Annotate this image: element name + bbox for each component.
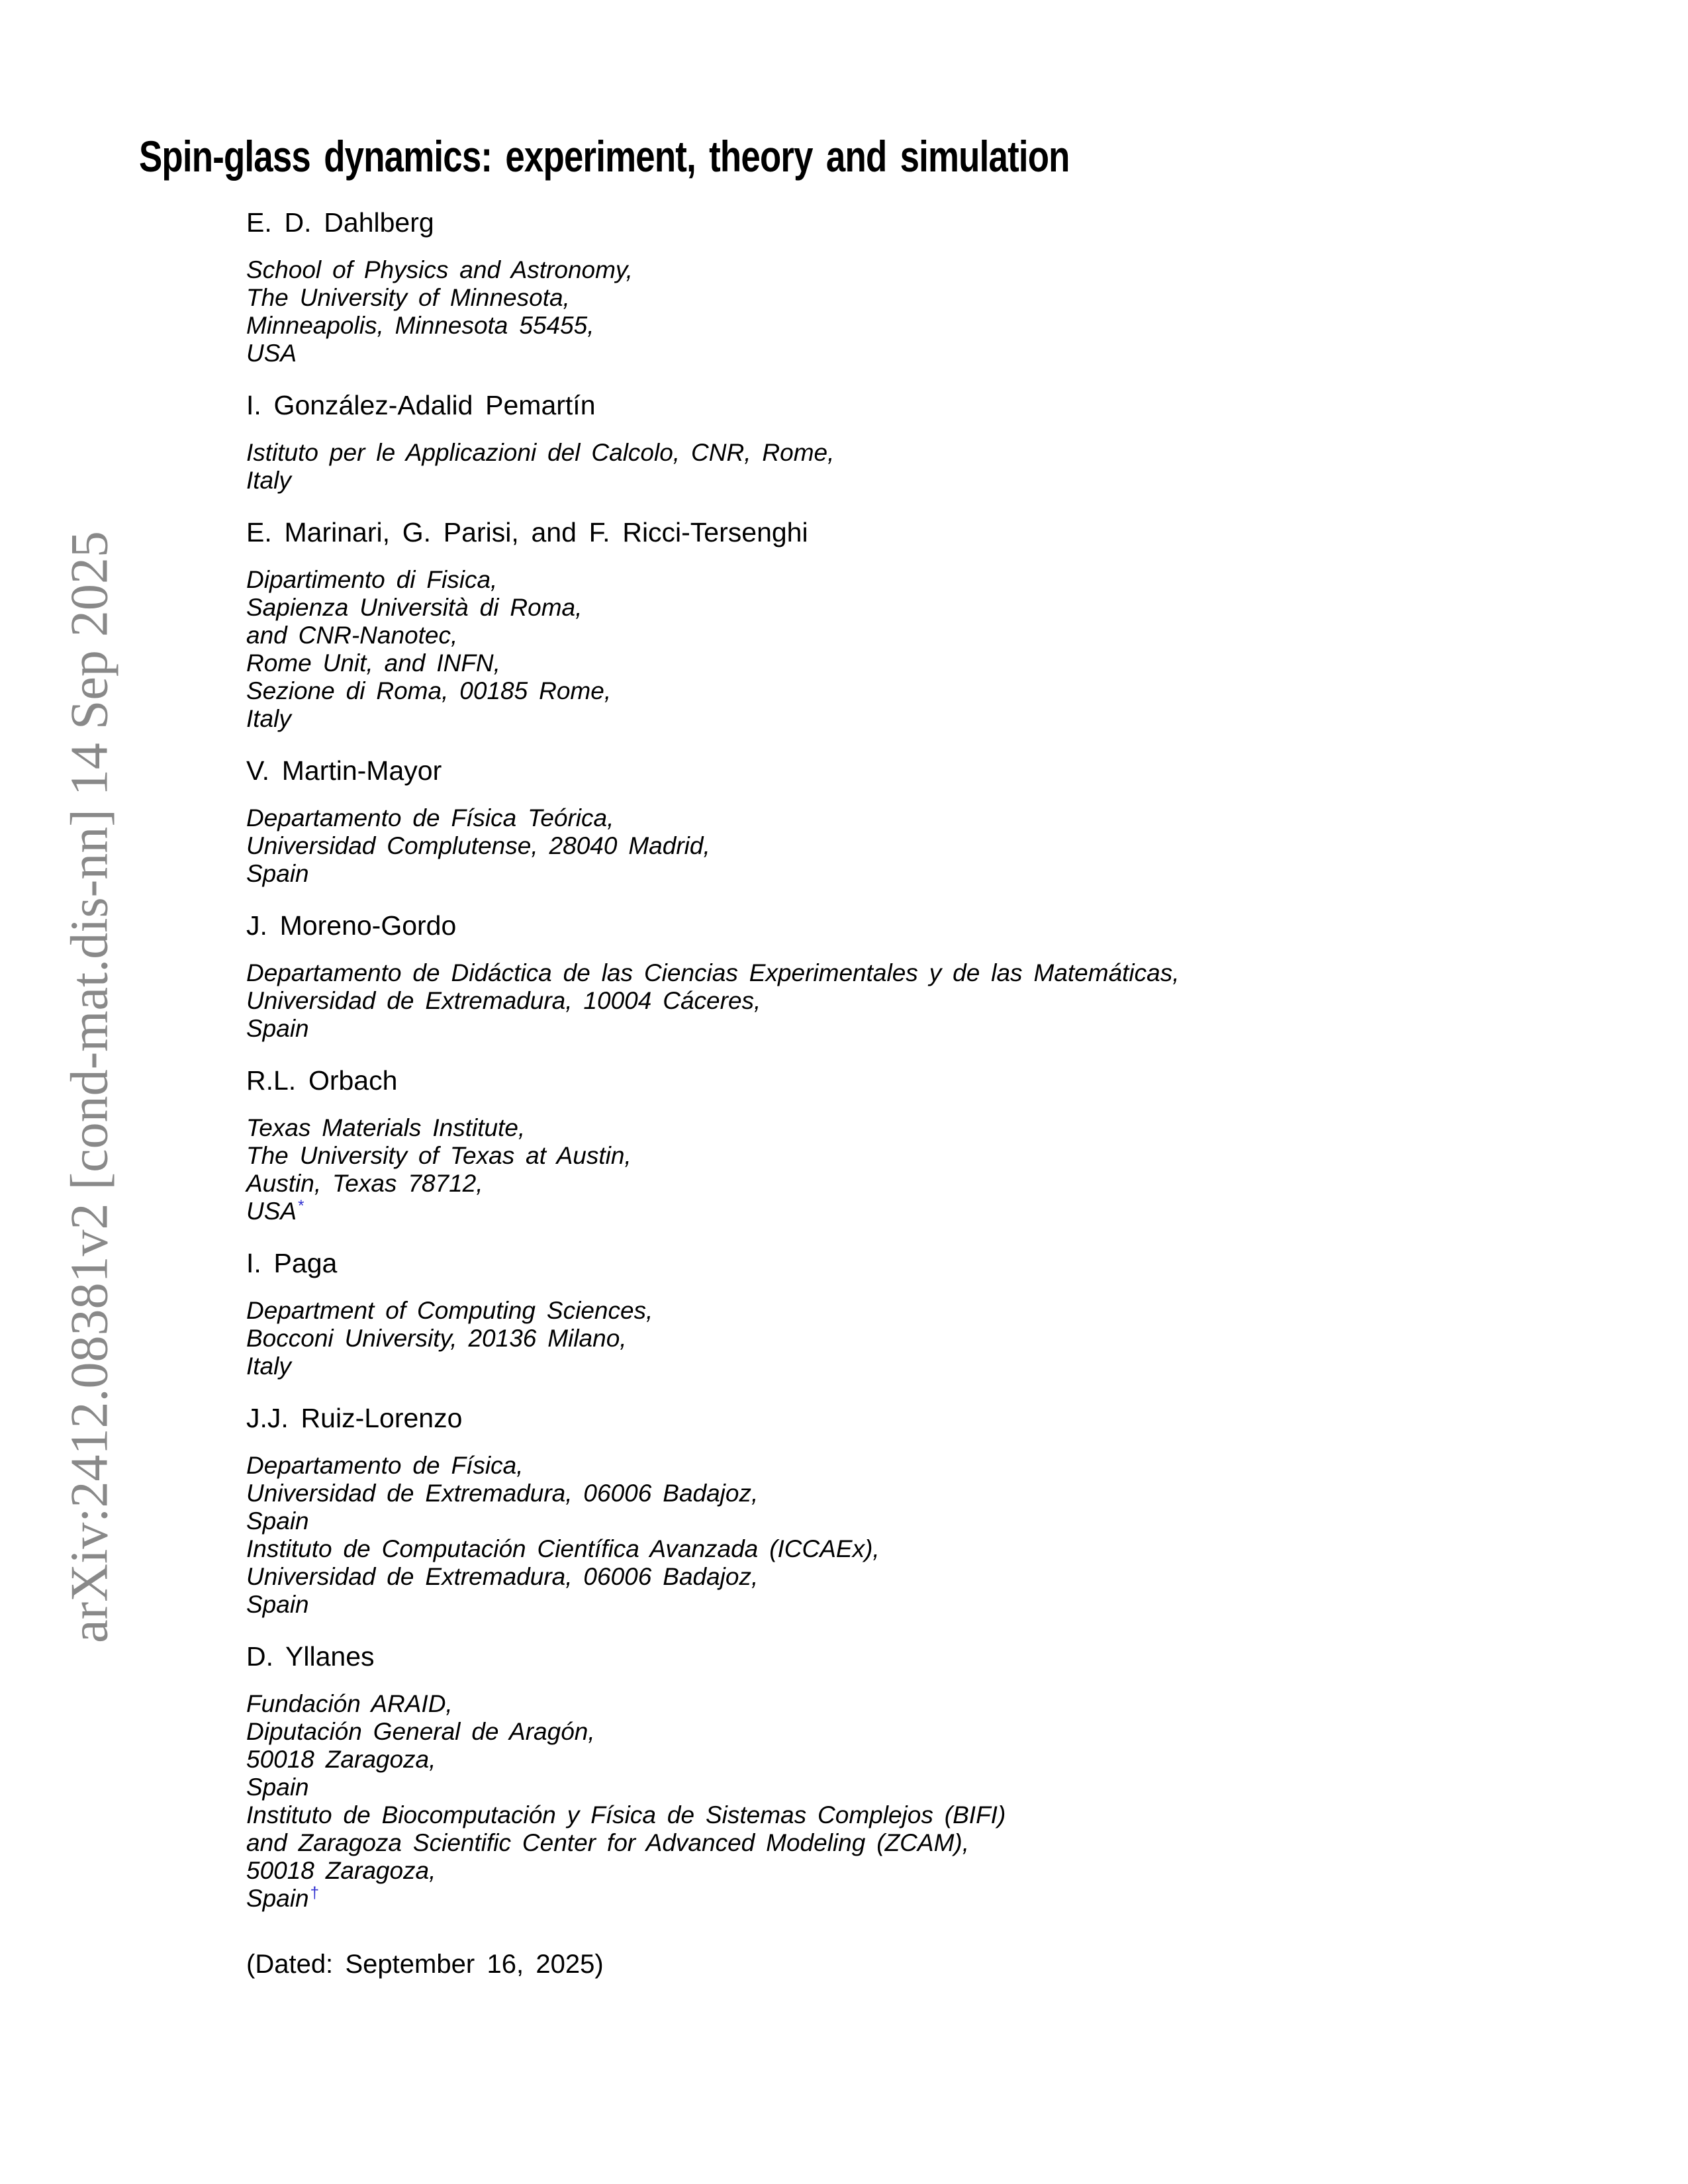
author-block: [246, 391, 1405, 495]
address-line: The University of Minnesota,: [246, 284, 570, 311]
author-affiliation: [246, 1114, 1405, 1225]
author-block: [246, 1404, 1405, 1619]
footnote-asterisk-link[interactable]: *: [298, 1196, 305, 1215]
address-line: Rome Unit, and INFN,: [246, 649, 500, 677]
address-line: [246, 1198, 1405, 1225]
address-line: Universidad Complutense, 28040 Madrid,: [246, 832, 710, 859]
address-line: 50018 Zaragoza,: [246, 1857, 436, 1884]
author-affiliation: [246, 804, 1405, 888]
author-block: [246, 757, 1405, 888]
address-line: Sezione di Roma, 00185 Rome,: [246, 677, 612, 704]
address-line: Diputación General de Aragón,: [246, 1718, 595, 1745]
author-name: R.L. Orbach: [246, 1065, 398, 1096]
author-block: [246, 1642, 1405, 1913]
address-line: Spain: [246, 1507, 309, 1535]
address-line: Sapienza Università di Roma,: [246, 594, 583, 621]
address-line: Spain: [246, 1774, 309, 1801]
dated-line: (Dated: September 16, 2025): [246, 1950, 604, 1979]
address-line-text: Spain: [246, 1885, 309, 1912]
author-affiliation: [246, 256, 1405, 367]
address-line-text: USA: [246, 1198, 297, 1225]
address-line: 50018 Zaragoza,: [246, 1746, 436, 1773]
address-line: Dipartimento di Fisica,: [246, 566, 498, 593]
paper-title: Spin-glass dynamics: experiment, theory and simulation: [139, 132, 1070, 181]
address-line: School of Physics and Astronomy,: [246, 256, 633, 283]
author-name: I. González-Adalid Pemartín: [246, 390, 596, 420]
address-line: Texas Materials Institute,: [246, 1114, 526, 1141]
address-line: Universidad de Extremadura, 06006 Badajoz,: [246, 1480, 759, 1507]
address-line: Bocconi University, 20136 Milano,: [246, 1325, 627, 1352]
author-name: I. Paga: [246, 1248, 338, 1278]
author-block: [246, 912, 1405, 1043]
address-line: and CNR-Nanotec,: [246, 622, 458, 649]
author-affiliation: [246, 1297, 1405, 1380]
author-name: J.J. Ruiz-Lorenzo: [246, 1403, 463, 1433]
author-block: [246, 1249, 1405, 1380]
author-affiliation: [246, 959, 1405, 1043]
address-line: The University of Texas at Austin,: [246, 1142, 632, 1169]
address-line: Italy: [246, 1353, 291, 1380]
author-affiliation: [246, 566, 1405, 733]
address-line: Spain: [246, 1591, 309, 1618]
address-line: Austin, Texas 78712,: [246, 1170, 483, 1197]
address-line: Fundación ARAID,: [246, 1690, 453, 1717]
address-line: Instituto de Biocomputación y Física de Sistemas Complejos (BIFI): [246, 1801, 1006, 1828]
address-line: Departamento de Didáctica de las Ciencias Experimentales y de las Matemáticas,: [246, 959, 1180, 986]
address-line: Spain: [246, 1015, 309, 1042]
author-name: E. Marinari, G. Parisi, and F. Ricci-Tersenghi: [246, 517, 808, 547]
author-name: J. Moreno-Gordo: [246, 910, 457, 941]
author-name: D. Yllanes: [246, 1641, 375, 1672]
address-line: Spain: [246, 860, 309, 887]
author-name: V. Martin-Mayor: [246, 755, 442, 786]
address-line: [246, 1885, 1405, 1913]
address-line: Minneapolis, Minnesota 55455,: [246, 312, 594, 339]
author-name: E. D. Dahlberg: [246, 207, 434, 238]
address-line: Universidad de Extremadura, 10004 Cáceres,: [246, 987, 761, 1014]
address-line: USA: [246, 340, 297, 367]
author-affiliation: [246, 1452, 1405, 1619]
author-block: [246, 209, 1405, 367]
address-line: Department of Computing Sciences,: [246, 1297, 653, 1324]
arxiv-watermark: arXiv:2412.08381v2 [cond-mat.dis-nn] 14 Sep 2025: [60, 531, 119, 1643]
author-block: [246, 518, 1405, 733]
address-line: Istituto per le Applicazioni del Calcolo, CNR, Rome,: [246, 439, 835, 466]
address-line: Universidad de Extremadura, 06006 Badajoz,: [246, 1563, 759, 1590]
address-line: Instituto de Computación Científica Avanzada (ICCAEx),: [246, 1535, 880, 1562]
authors-list: [246, 209, 1405, 1979]
footnote-dagger-link[interactable]: †: [310, 1883, 319, 1902]
address-line: Italy: [246, 705, 291, 732]
author-affiliation: [246, 439, 1405, 495]
author-block: [246, 1067, 1405, 1225]
address-line: Italy: [246, 467, 291, 494]
author-affiliation: [246, 1690, 1405, 1913]
address-line: Departamento de Física,: [246, 1452, 524, 1479]
address-line: Departamento de Física Teórica,: [246, 804, 614, 831]
address-line: and Zaragoza Scientific Center for Advanced Modeling (ZCAM),: [246, 1829, 969, 1856]
